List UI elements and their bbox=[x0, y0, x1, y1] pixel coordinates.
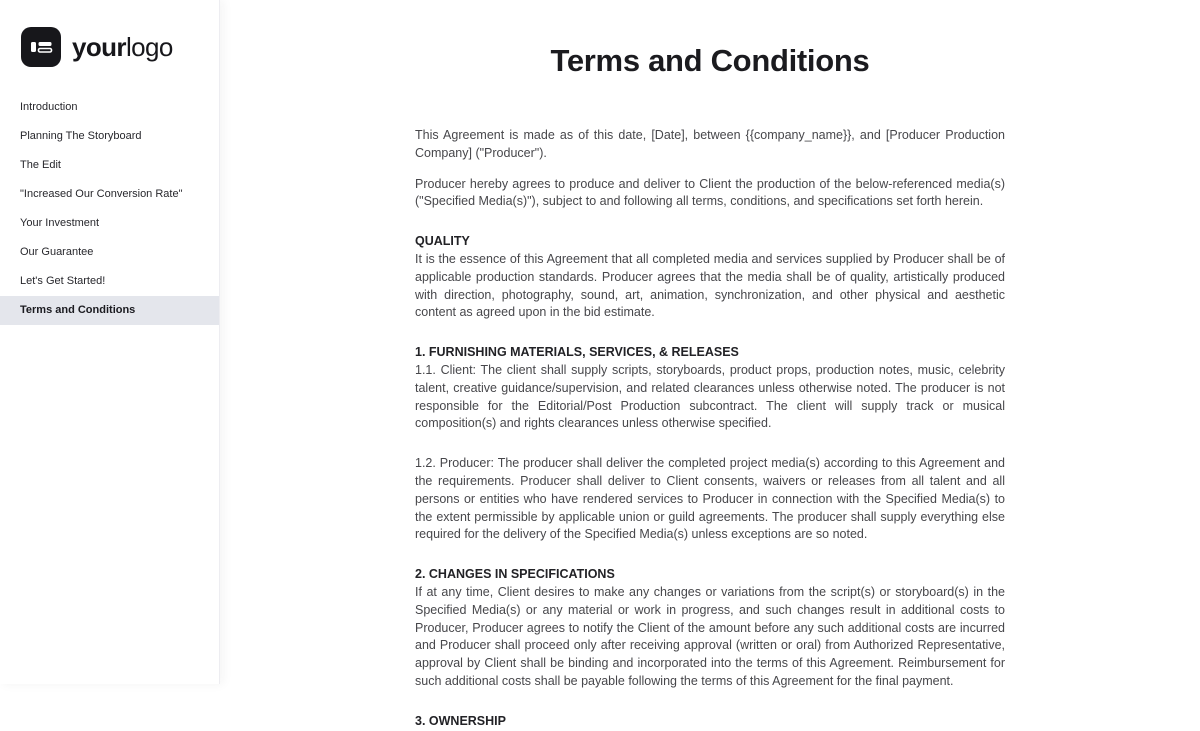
sidebar-item-introduction[interactable]: Introduction bbox=[20, 101, 78, 113]
page-title: Terms and Conditions bbox=[550, 43, 870, 78]
sidebar bbox=[0, 0, 220, 684]
section-heading-furnishing: 1. FURNISHING MATERIALS, SERVICES, & RELEASES bbox=[415, 345, 739, 360]
logo-text bbox=[72, 32, 173, 63]
logo-text-light: logo bbox=[125, 31, 173, 62]
yourlogo-icon bbox=[21, 27, 61, 67]
section-heading-quality: QUALITY bbox=[415, 234, 470, 249]
section-heading-changes: 2. CHANGES IN SPECIFICATIONS bbox=[415, 567, 615, 582]
sidebar-item-terms-and-conditions[interactable]: Terms and Conditions bbox=[0, 296, 219, 325]
section-body-furnishing-1-1: 1.1. Client: The client shall supply scripts, storyboards, product props, production notes, music, celebrity talent, creative guidance/supervision, and related clearances unless otherwise noted. The producer is not responsible for the Editorial/Post Production subcontract. The client will supply track or musical composition(s) and rights clearances unless otherwise specified. bbox=[415, 362, 1005, 431]
sidebar-item-lets-get-started[interactable]: Let's Get Started! bbox=[20, 275, 106, 287]
intro-paragraph-2: Producer hereby agrees to produce and deliver to Client the production of the below-referenced media(s) ("Specified Media(s)"), subject to and following all terms, conditions, and specifications set forth herein. bbox=[415, 176, 1005, 209]
intro-paragraph-1: This Agreement is made as of this date, [Date], between {{company_name}}, and [Producer Production Company] ("Producer"). bbox=[415, 128, 1005, 160]
section-body-changes: If at any time, Client desires to make any changes or variations from the script(s) or storyboard(s) in the Specified Media(s) or any material or work in progress, and such changes result in additional costs to Producer, Producer agrees to notify the Client of the amount before any such additional costs are incurred and Producer shall proceed only after receiving approval (written or oral) from Authorized Representative, approval by Client shall be binding and incorporated into the terms of this Agreement. Reimbursement for such additional costs shall be payable following the terms of this Agreement for the final payment. bbox=[415, 584, 1005, 688]
document-page bbox=[220, 0, 1200, 728]
section-heading-ownership: 3. OWNERSHIP bbox=[415, 713, 506, 728]
logo bbox=[0, 0, 219, 67]
section-body-quality: It is the essence of this Agreement that all completed media and services supplied by Producer shall be of applicable production standards. Producer agrees that the media shall be of quality, artistically produced with direction, photography, sound, art, animation, synchronization, and other physical and aesthetic content as agreed upon in the bid estimate. bbox=[415, 251, 1005, 320]
document-content bbox=[415, 0, 1005, 731]
sidebar-item-your-investment[interactable]: Your Investment bbox=[20, 217, 100, 229]
sidebar-item-increased-our-conversion-rate[interactable]: "Increased Our Conversion Rate" bbox=[20, 188, 183, 200]
logo-text-bold: your bbox=[72, 31, 126, 62]
sidebar-item-the-edit[interactable]: The Edit bbox=[20, 159, 61, 171]
sidebar-item-planning-the-storyboard[interactable]: Planning The Storyboard bbox=[20, 130, 142, 142]
section-body-furnishing-1-2: 1.2. Producer: The producer shall deliver the completed project media(s) according to this Agreement and the requirements. Producer shall deliver to Client consents, waivers or releases from all talent and all persons or entities who have rendered services to Producer in connection with the Specified Media(s) to the extent permissible by applicable union or guild agreements. The producer shall supply everything else required for the delivery of the Specified Media(s) unless exceptions are so noted. bbox=[415, 456, 1005, 542]
sidebar-item-our-guarantee[interactable]: Our Guarantee bbox=[20, 246, 94, 258]
sidebar-nav bbox=[0, 93, 219, 325]
